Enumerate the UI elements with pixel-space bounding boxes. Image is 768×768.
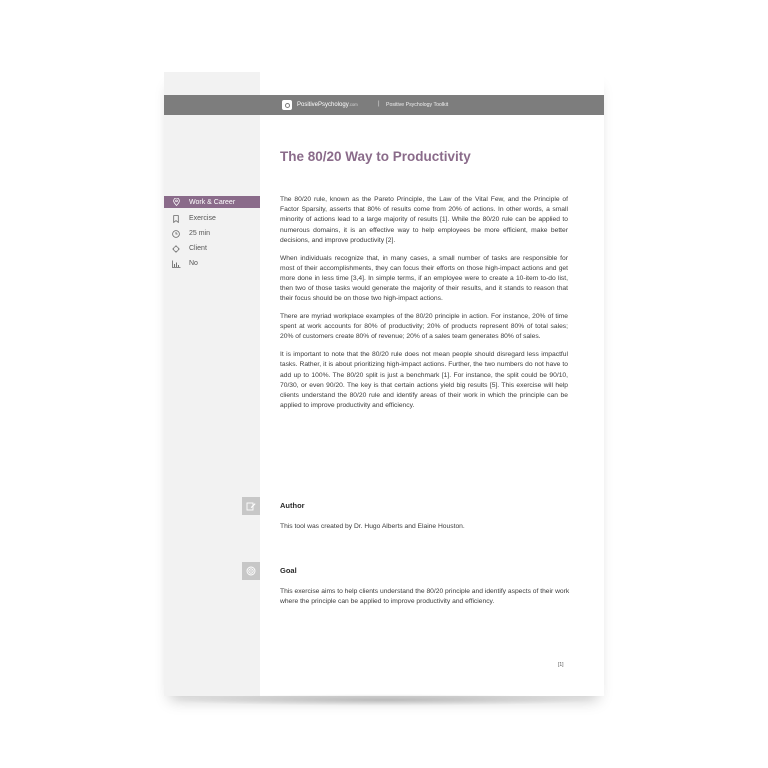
page-title: The 80/20 Way to Productivity xyxy=(280,149,471,164)
target-icon xyxy=(242,562,260,580)
meta-type xyxy=(164,211,260,226)
meta-scale-label: No xyxy=(189,260,198,267)
meta-duration-label: 25 min xyxy=(189,230,211,237)
meta-scale xyxy=(164,256,260,271)
author-heading: Author xyxy=(280,501,305,510)
toolkit-label: Positive Psychology Toolkit xyxy=(386,102,449,108)
document-page xyxy=(164,72,604,696)
page-number: [1] xyxy=(558,662,564,668)
meta-duration xyxy=(164,226,260,241)
page-shadow xyxy=(168,694,600,706)
goal-text: This exercise aims to help clients understand the 80/20 principle and identify aspects of their work where the principle can be applied to improve productivity and efficiency. xyxy=(280,588,570,606)
chart-icon xyxy=(171,259,181,269)
intro-text xyxy=(280,195,568,419)
clock-icon xyxy=(171,229,181,239)
paragraph: The 80/20 rule, known as the Pareto Principle, the Law of the Vital Few, and the Principle of Factor Sparsity, asserts that 80% of results come from 20% of actions. In other words, a small minority of actions lead to a large majority of results [1]. While the 80/20 rule can be applied to numerous domains, it is an effective way to help employees be more efficient, make better decisions, and improve productivity [2]. xyxy=(280,196,568,244)
pencil-icon xyxy=(242,497,260,515)
meta-audience-label: Client xyxy=(189,245,207,252)
meta-category xyxy=(164,196,260,208)
bookmark-icon xyxy=(171,214,181,224)
paragraph: When individuals recognize that, in many cases, a small number of tasks are responsible for most of their accomplishments, they can focus their efforts on those high-impact actions and get more done in less time [3,4]. In simple terms, if an employee were to create a 10-item to-do list, then two of those tasks would generate the majority of their results, and it stands to reason that their focus should be on those two high-impact actions. xyxy=(280,254,568,303)
meta-category-label: Work & Career xyxy=(189,198,236,206)
sidebar xyxy=(164,72,260,696)
goal-heading: Goal xyxy=(280,566,297,575)
meta-audience xyxy=(164,241,260,256)
meta-type-label: Exercise xyxy=(189,215,216,222)
logo-icon xyxy=(282,100,292,110)
paragraph: There are myriad workplace examples of the 80/20 principle in action. For instance, 20% of time spent at work accounts for 80% of productivity; 20% of products represent 80% of total sales; 20% of customers create 80% of revenue; 20% of a sales team generates 80% of sales. xyxy=(280,313,568,341)
header-separator: | xyxy=(378,101,380,107)
author-text: This tool was created by Dr. Hugo Alberts and Elaine Houston. xyxy=(280,523,465,530)
location-pin-icon xyxy=(171,197,181,207)
meta-list xyxy=(164,196,260,271)
move-icon xyxy=(171,244,181,254)
header-bar xyxy=(164,95,604,115)
brand-name: PositivePsychology.com xyxy=(297,101,358,108)
paragraph: It is important to note that the 80/20 rule does not mean people should disregard less impactful tasks. Rather, it is about prioritizing high-impact actions. Further, the two numbers do not have to add up to 100%. The 80/20 split is just a benchmark [1]. For instance, the split could be 90/10, 70/30, or even 90/20. The key is that certain actions yield big results [5]. This exercise will help clients understand the 80/20 rule and identify areas of their work in which the principle can be applied to improve productivity and efficiency. xyxy=(280,351,568,410)
